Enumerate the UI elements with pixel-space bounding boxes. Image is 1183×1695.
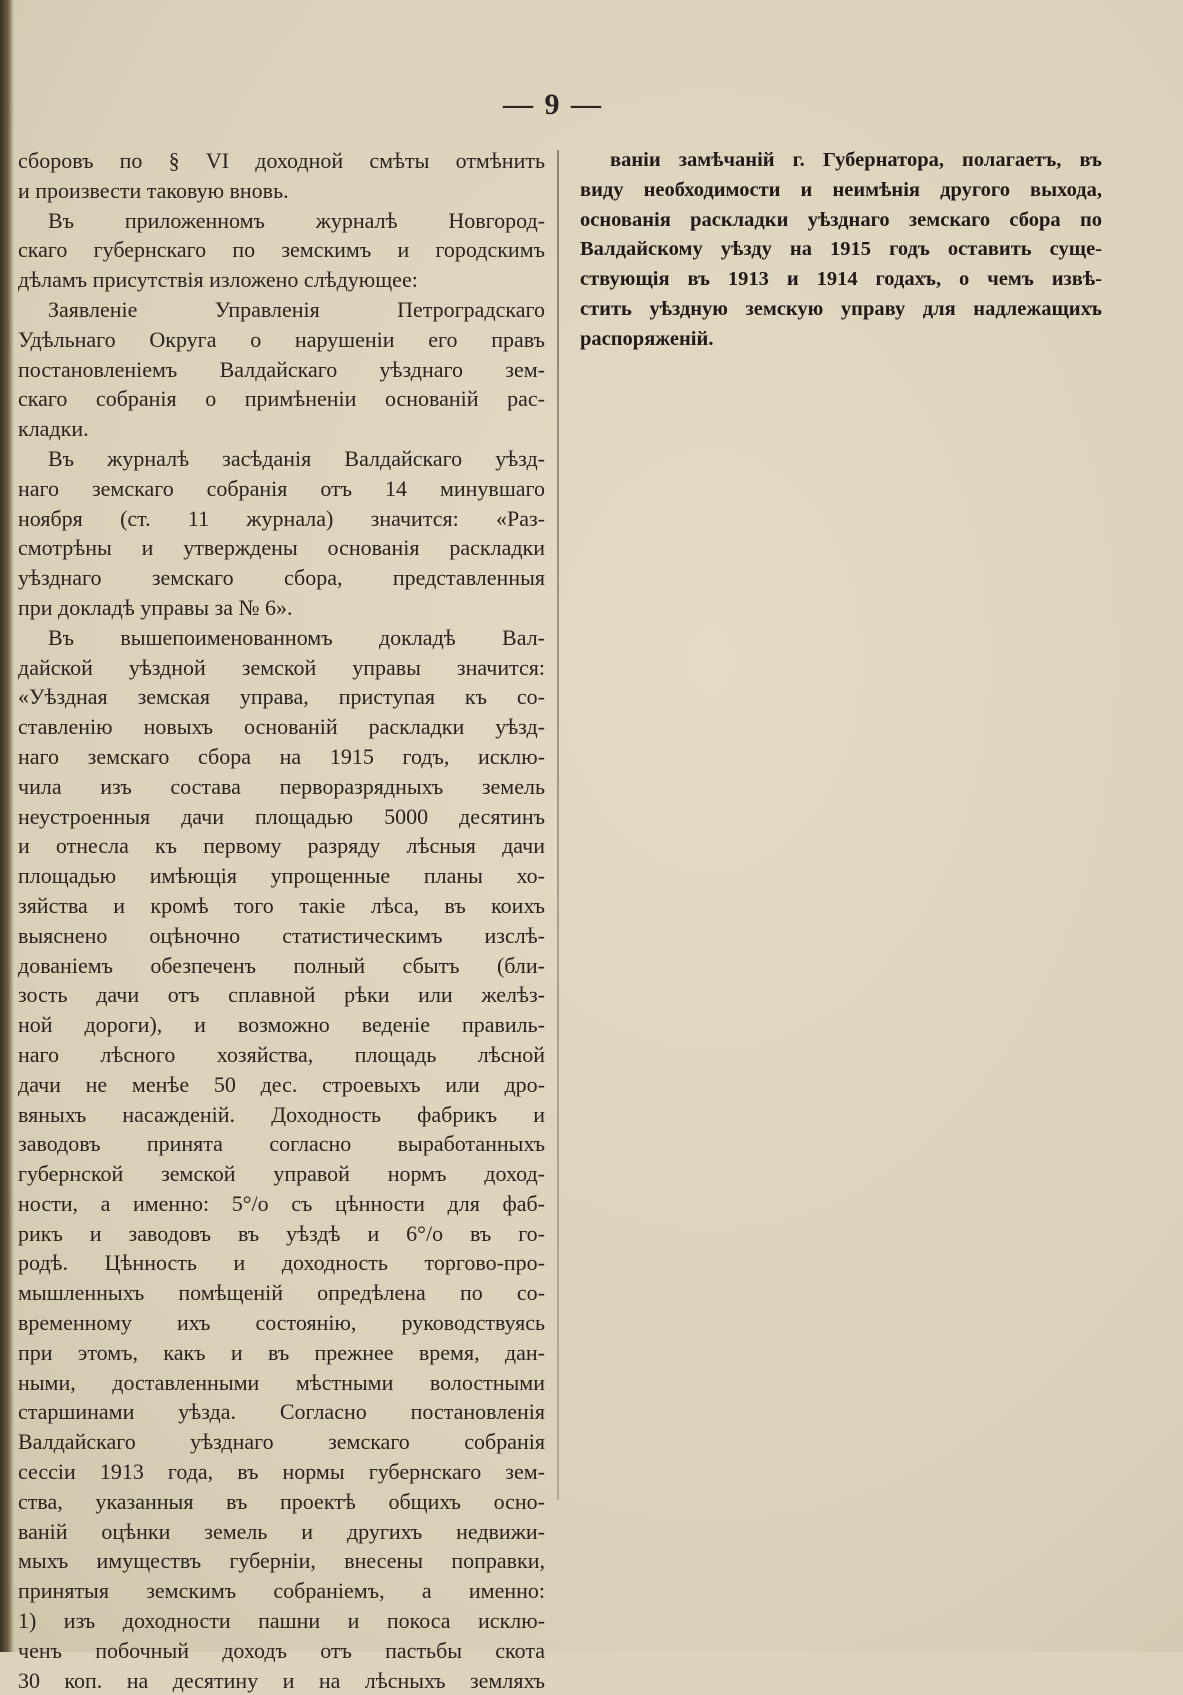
page-number: — 9 — bbox=[503, 88, 603, 121]
text-line: сессіи 1913 года, въ нормы губернскаго зем- bbox=[18, 1459, 545, 1485]
text-line: площадью имѣющія упрощенные планы хо- bbox=[18, 863, 545, 889]
text-line: выяснено оцѣночно статистическимъ изслѣ- bbox=[18, 922, 545, 948]
text-line: Удѣльнаго Округа о нарушеніи его правъ bbox=[18, 326, 545, 352]
text-line: Въ журналѣ засѣданія Валдайскаго уѣзд- bbox=[48, 445, 545, 471]
text-line: и отнесла къ первому разряду лѣсныя дачи bbox=[18, 833, 545, 859]
text-line: и произвести таковую вновь. bbox=[18, 177, 289, 203]
text-line: рикъ и заводовъ въ уѣздѣ и 6°/о въ го- bbox=[18, 1220, 545, 1246]
text-line: Валдайскаго уѣзднаго земскаго собранія bbox=[18, 1429, 545, 1455]
right-text-column bbox=[580, 146, 1102, 355]
left-text-column bbox=[18, 146, 545, 1695]
text-line: «Уѣздная земская управа, приступая къ со- bbox=[18, 684, 545, 710]
text-line: 30 коп. на десятину и на лѣсныхъ земляхъ bbox=[18, 1667, 545, 1693]
text-line: мыхъ имуществъ губерніи, внесены поправки, bbox=[18, 1548, 545, 1574]
text-line: дованіемъ обезпеченъ полный сбытъ (бли- bbox=[18, 952, 545, 978]
text-line: мышленныхъ помѣщеній опредѣлена по со- bbox=[18, 1280, 545, 1306]
text-line: ствующія въ 1913 и 1914 годахъ, о чемъ извѣ- bbox=[580, 268, 1102, 291]
binding-edge bbox=[0, 0, 14, 1652]
text-line: Въ вышепоименованномъ докладѣ Вал- bbox=[48, 624, 545, 650]
text-line: Заявленіе Управленія Петроградскаго bbox=[48, 296, 545, 322]
text-line: Въ приложенномъ журналѣ Новгород- bbox=[48, 207, 545, 233]
text-line: уѣзднаго земскаго сбора, представленныя bbox=[18, 565, 545, 591]
text-line: родѣ. Цѣнность и доходность торгово-про- bbox=[18, 1250, 545, 1276]
text-line: скаго собранія о примѣненіи основаній рас- bbox=[18, 386, 545, 412]
text-line: вяныхъ насажденій. Доходность фабрикъ и bbox=[18, 1101, 545, 1127]
text-line: зость дачи отъ сплавной рѣки или желѣз- bbox=[18, 982, 545, 1008]
text-line: губернской земской управой нормъ доход- bbox=[18, 1161, 545, 1187]
text-line: ности, а именно: 5°/о съ цѣнности для фаб- bbox=[18, 1190, 545, 1216]
text-line: зяйства и кромѣ того такіе лѣса, въ коихъ bbox=[18, 892, 545, 918]
text-line: ноября (ст. 11 журнала) значится: «Раз- bbox=[18, 505, 545, 531]
text-line: кладки. bbox=[18, 416, 89, 442]
text-line: при этомъ, какъ и въ прежнее время, дан- bbox=[18, 1339, 545, 1365]
text-line: при докладѣ управы за № 6». bbox=[18, 594, 293, 620]
text-line: дѣламъ присутствія изложено слѣдующее: bbox=[18, 267, 418, 293]
text-line: временному ихъ состоянію, руководствуясь bbox=[18, 1310, 545, 1336]
text-line: ставленію новыхъ основаній раскладки уѣзд- bbox=[18, 714, 545, 740]
text-line: наго лѣсного хозяйства, площадь лѣсной bbox=[18, 1041, 545, 1067]
text-line: ваній оцѣнки земель и другихъ недвижи- bbox=[18, 1518, 545, 1544]
text-line: 1) изъ доходности пашни и покоса исклю- bbox=[18, 1608, 545, 1634]
text-line: стить уѣздную земскую управу для надлежащихъ bbox=[580, 297, 1102, 320]
text-line: скаго губернскаго по земскимъ и городскимъ bbox=[18, 237, 545, 263]
text-line: сборовъ по § VI доходной смѣты отмѣнить bbox=[18, 148, 545, 173]
text-line: основанія раскладки уѣзднаго земскаго сбора по bbox=[580, 208, 1102, 231]
text-line: Валдайскому уѣзду на 1915 годъ оставить суще- bbox=[580, 238, 1102, 261]
text-line: ченъ побочный доходъ отъ пастьбы скота bbox=[18, 1637, 545, 1663]
text-line: заводовъ принята согласно выработанныхъ bbox=[18, 1131, 545, 1157]
text-line: ваніи замѣчаній г. Губернатора, полагаетъ, въ bbox=[610, 149, 1102, 171]
text-line: наго земскаго сбора на 1915 годъ, исклю- bbox=[18, 743, 545, 769]
text-line: наго земскаго собранія отъ 14 минувшаго bbox=[18, 475, 545, 501]
text-line: ства, указанныя въ проектѣ общихъ осно- bbox=[18, 1488, 545, 1514]
text-line: принятыя земскимъ собраніемъ, а именно: bbox=[18, 1578, 545, 1604]
text-line: распоряженій. bbox=[580, 327, 714, 350]
text-line: ной дороги), и возможно веденіе правиль- bbox=[18, 1012, 545, 1038]
column-divider bbox=[557, 150, 559, 1500]
text-line: виду необходимости и неимѣнія другого выхода, bbox=[580, 178, 1102, 201]
text-line: ными, доставленными мѣстными волостными bbox=[18, 1369, 545, 1395]
text-line: дачи не менѣе 50 дес. строевыхъ или дро- bbox=[18, 1071, 545, 1097]
text-line: старшинами уѣзда. Согласно постановленія bbox=[18, 1399, 545, 1425]
text-line: смотрѣны и утверждены основанія раскладки bbox=[18, 535, 545, 561]
text-line: неустроенныя дачи площадью 5000 десятинъ bbox=[18, 803, 545, 829]
text-line: чила изъ состава перворазрядныхъ земель bbox=[18, 773, 545, 799]
text-line: постановленіемъ Валдайскаго уѣзднаго зем- bbox=[18, 356, 545, 382]
text-line: дайской уѣздной земской управы значится: bbox=[18, 654, 545, 680]
